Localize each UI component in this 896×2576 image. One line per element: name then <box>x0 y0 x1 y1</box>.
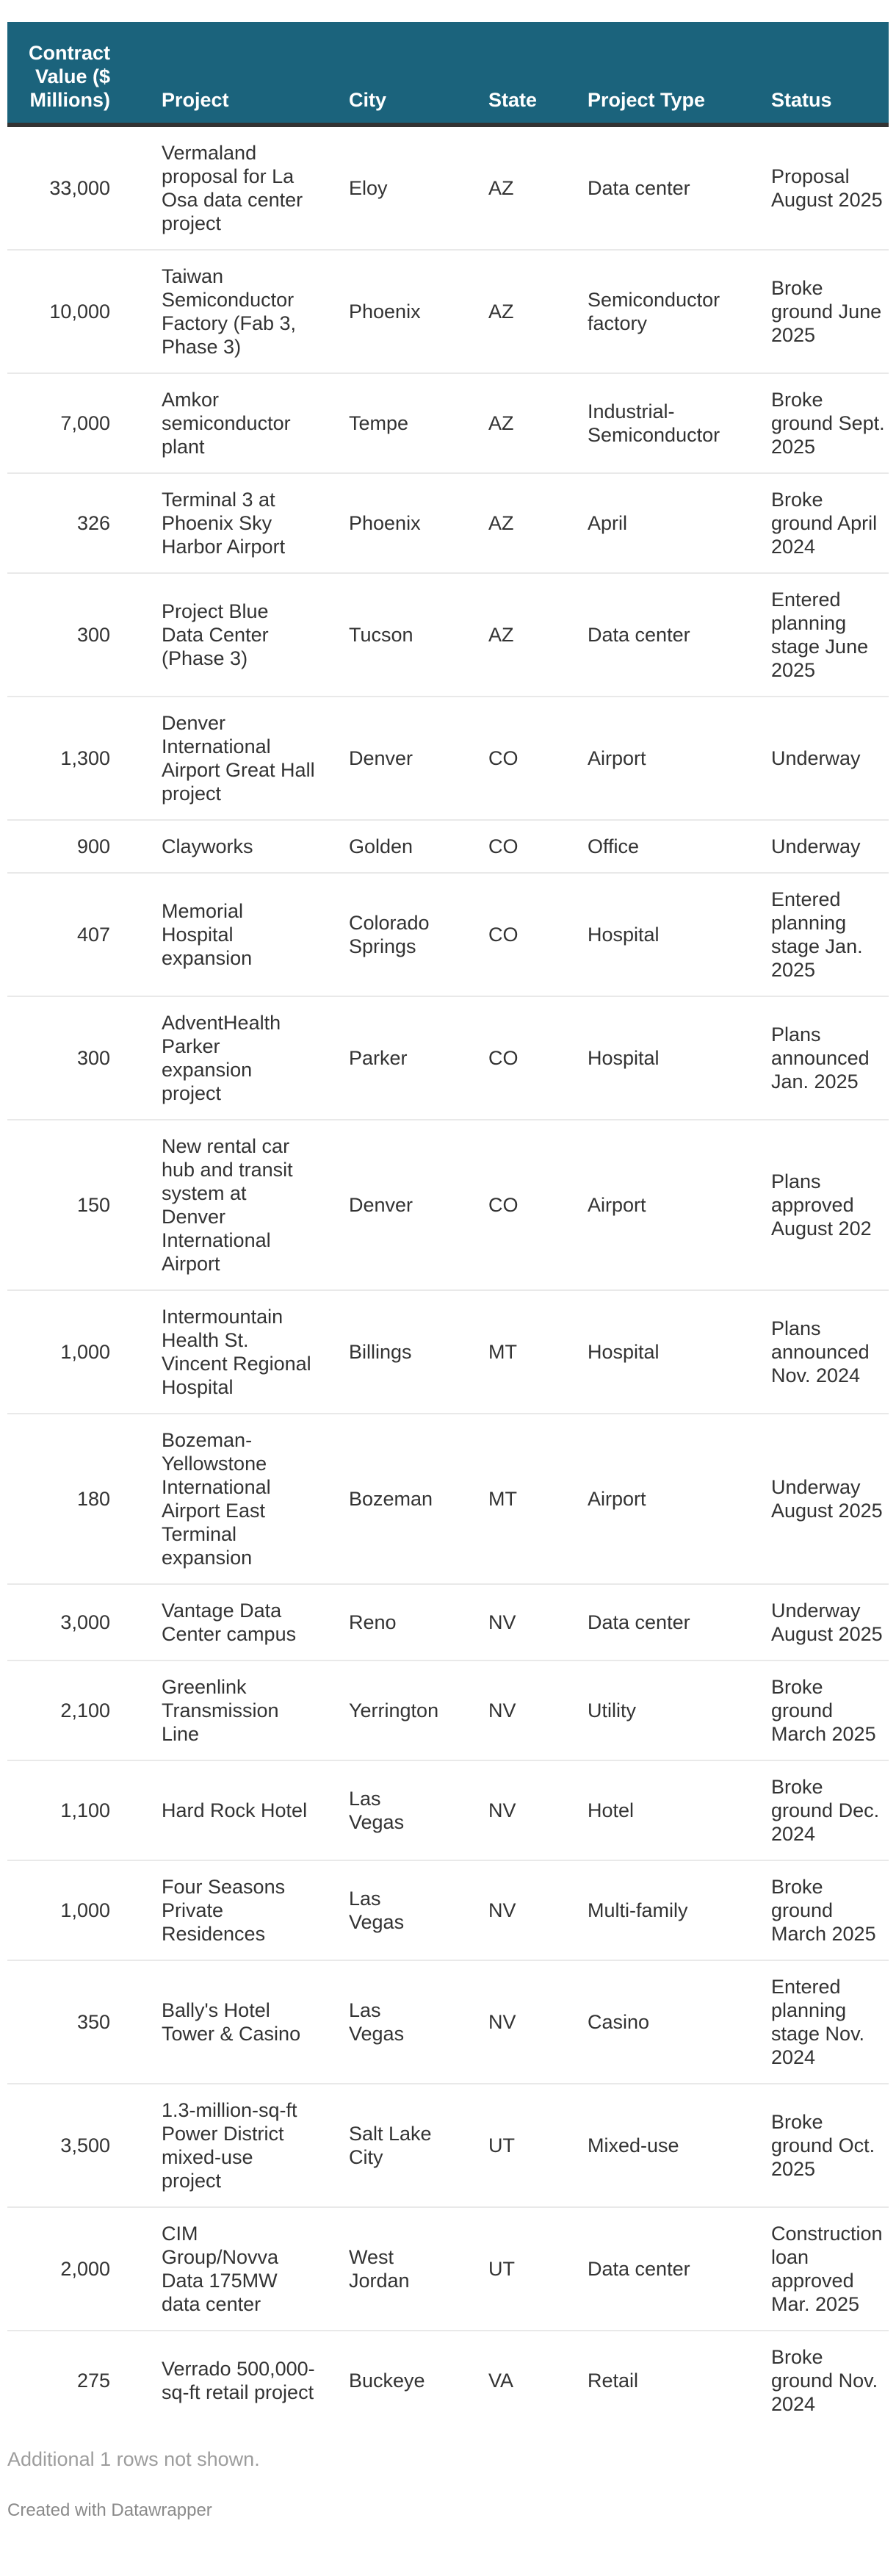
table-cell: Entered planning stage Jan. 2025 <box>753 873 889 996</box>
table-cell: Vantage Data Center campus <box>143 1584 330 1661</box>
table-cell: NV <box>470 1661 569 1760</box>
table-cell: Las Vegas <box>330 1760 470 1860</box>
table-body <box>7 125 889 2430</box>
table-cell: Plans approved August 202 <box>753 1120 889 1290</box>
table-cell: AZ <box>470 250 569 373</box>
table-cell: CO <box>470 697 569 820</box>
table-row <box>7 373 889 473</box>
table-row <box>7 1960 889 2084</box>
table-cell: Data center <box>569 573 753 697</box>
table-cell: Tucson <box>330 573 470 697</box>
table-row <box>7 873 889 996</box>
table-cell: 326 <box>7 473 143 573</box>
table-cell: New rental car hub and transit system at Denver International Airport <box>143 1120 330 1290</box>
table-cell: Office <box>569 820 753 873</box>
table-cell: Tempe <box>330 373 470 473</box>
column-header: State <box>470 22 569 125</box>
table-cell: Taiwan Semiconductor Factory (Fab 3, Phase 3) <box>143 250 330 373</box>
table-cell: Broke ground April 2024 <box>753 473 889 573</box>
table-cell: AZ <box>488 177 514 199</box>
table-cell: Verrado 500,000-sq-ft retail project <box>143 2331 330 2430</box>
column-header: Status <box>753 22 889 125</box>
table-cell: 275 <box>7 2331 143 2430</box>
table-cell: UT <box>470 2207 569 2331</box>
table-cell: Las Vegas <box>330 1960 470 2084</box>
table-row <box>7 1120 889 1290</box>
table-cell: Denver <box>330 697 470 820</box>
table-cell: 1,100 <box>7 1760 143 1860</box>
table-row <box>7 1661 889 1760</box>
table-cell: CO <box>470 820 569 873</box>
table-cell: Mixed-use <box>569 2084 753 2207</box>
table-cell: 1.3-million-sq-ft Power District mixed-use project <box>143 2084 330 2207</box>
table-cell: Hospital <box>569 996 753 1120</box>
table-cell: 2,000 <box>7 2207 143 2331</box>
table-cell: Data center <box>569 1584 753 1661</box>
table-row <box>7 996 889 1120</box>
table-cell: Broke ground Nov. 2024 <box>753 2331 889 2430</box>
table-cell: Broke ground Dec. 2024 <box>753 1760 889 1860</box>
table-cell: 1,300 <box>7 697 143 820</box>
table-cell: Phoenix <box>330 250 470 373</box>
table-cell: Bozeman-Yellowstone International Airport East Terminal expansion <box>143 1414 330 1584</box>
table-row <box>7 2331 889 2430</box>
table-cell: Data center <box>569 2207 753 2331</box>
table-cell: Underway <box>753 820 889 873</box>
table-cell: Airport <box>569 1120 753 1290</box>
table-cell: Terminal 3 at Phoenix Sky Harbor Airport <box>143 473 330 573</box>
table-row <box>7 473 889 573</box>
table-cell: Eloy <box>349 177 388 199</box>
table-cell: Casino <box>569 1960 753 2084</box>
table-cell: UT <box>470 2084 569 2207</box>
table-cell: CO <box>470 873 569 996</box>
column-header: Contract Value ($ Millions) <box>7 22 143 125</box>
table-cell: Project Blue Data Center (Phase 3) <box>143 573 330 697</box>
table-cell: 350 <box>7 1960 143 2084</box>
table-cell: Utility <box>569 1661 753 1760</box>
table-row <box>7 1860 889 1960</box>
table-cell: 33,000 <box>49 177 110 199</box>
table-cell: 180 <box>7 1414 143 1584</box>
table-cell: Reno <box>330 1584 470 1661</box>
table-cell: Hospital <box>569 1290 753 1414</box>
table-cell: Memorial Hospital expansion <box>143 873 330 996</box>
table-cell: Parker <box>330 996 470 1120</box>
table-cell: NV <box>470 1760 569 1860</box>
table-cell: VA <box>470 2331 569 2430</box>
table-row <box>7 250 889 373</box>
table-cell: April <box>569 473 753 573</box>
table-cell: Broke ground March 2025 <box>753 1860 889 1960</box>
table-cell: Underway <box>753 697 889 820</box>
table-row <box>7 1414 889 1584</box>
table-cell: Golden <box>330 820 470 873</box>
table-cell: CIM Group/Novva Data 175MW data center <box>143 2207 330 2331</box>
table-row <box>7 2207 889 2331</box>
table-cell: Billings <box>330 1290 470 1414</box>
table-cell: Plans announced Jan. 2025 <box>753 996 889 1120</box>
table-row <box>7 2084 889 2207</box>
table-cell: West Jordan <box>330 2207 470 2331</box>
table-cell: Bozeman <box>330 1414 470 1584</box>
table-cell: Underway August 2025 <box>753 1414 889 1584</box>
datawrapper-credit-link[interactable]: Created with Datawrapper <box>7 2500 212 2520</box>
rows-not-shown-note: Additional 1 rows not shown. <box>7 2448 260 2470</box>
table-cell: Broke ground Sept. 2025 <box>753 373 889 473</box>
table-cell: 3,500 <box>7 2084 143 2207</box>
column-header: Project <box>143 22 330 125</box>
table-cell: Colorado Springs <box>330 873 470 996</box>
table-row <box>7 1584 889 1661</box>
table-cell: CO <box>470 1120 569 1290</box>
table-cell: Broke ground Oct. 2025 <box>753 2084 889 2207</box>
table-cell: Vermaland proposal for La Osa data center project <box>162 142 303 234</box>
table-cell: MT <box>470 1414 569 1584</box>
table-cell: AZ <box>470 573 569 697</box>
table-cell: 2,100 <box>7 1661 143 1760</box>
table-row <box>7 697 889 820</box>
table-cell: Bally's Hotel Tower & Casino <box>143 1960 330 2084</box>
table-row <box>7 1760 889 1860</box>
table-cell: Retail <box>569 2331 753 2430</box>
table-cell: 900 <box>7 820 143 873</box>
table-cell: AZ <box>470 373 569 473</box>
table-cell: NV <box>470 1584 569 1661</box>
table-cell: Denver International Airport Great Hall project <box>143 697 330 820</box>
table-cell: Airport <box>569 697 753 820</box>
table-cell: Denver <box>330 1120 470 1290</box>
table-cell: Intermountain Health St. Vincent Regional Hospital <box>143 1290 330 1414</box>
table-cell: AdventHealth Parker expansion project <box>143 996 330 1120</box>
column-header: City <box>330 22 470 125</box>
table-cell: NV <box>470 1960 569 2084</box>
table-cell: 1,000 <box>7 1860 143 1960</box>
table-cell: Proposal August 2025 <box>771 165 883 211</box>
table-cell: 10,000 <box>7 250 143 373</box>
table-cell: Multi-family <box>569 1860 753 1960</box>
table-cell: Data center <box>588 177 690 199</box>
table-cell: Las Vegas <box>330 1860 470 1960</box>
table-header-row <box>7 22 889 125</box>
table-cell: Hard Rock Hotel <box>143 1760 330 1860</box>
table-cell: Broke ground June 2025 <box>753 250 889 373</box>
table-cell: Buckeye <box>330 2331 470 2430</box>
table-cell: Plans announced Nov. 2024 <box>753 1290 889 1414</box>
table-cell: Salt Lake City <box>330 2084 470 2207</box>
credit-line <box>7 2500 889 2521</box>
table-cell: Clayworks <box>143 820 330 873</box>
table-row <box>7 1290 889 1414</box>
table-cell: Phoenix <box>330 473 470 573</box>
table-cell: Hotel <box>569 1760 753 1860</box>
table-cell: MT <box>470 1290 569 1414</box>
table-cell: Amkor semiconductor plant <box>143 373 330 473</box>
projects-table <box>7 22 889 2430</box>
table-cell: Semiconductor factory <box>569 250 753 373</box>
table-cell: Underway August 2025 <box>753 1584 889 1661</box>
table-cell: NV <box>470 1860 569 1960</box>
table-cell: 300 <box>7 996 143 1120</box>
table-header <box>7 22 889 125</box>
table-cell: CO <box>470 996 569 1120</box>
table-cell: 300 <box>7 573 143 697</box>
table-cell: Broke ground March 2025 <box>753 1661 889 1760</box>
table-cell: 1,000 <box>7 1290 143 1414</box>
table-row <box>7 125 889 250</box>
table-cell: AZ <box>470 473 569 573</box>
table-cell: Entered planning stage June 2025 <box>753 573 889 697</box>
table-cell: 3,000 <box>7 1584 143 1661</box>
table-row <box>7 573 889 697</box>
table-cell: Hospital <box>569 873 753 996</box>
table-cell: Yerrington <box>330 1661 470 1760</box>
table-row <box>7 820 889 873</box>
table-cell: Four Seasons Private Residences <box>143 1860 330 1960</box>
table-cell: 150 <box>7 1120 143 1290</box>
table-cell: Greenlink Transmission Line <box>143 1661 330 1760</box>
table-cell: 407 <box>7 873 143 996</box>
table-cell: Airport <box>569 1414 753 1584</box>
table-cell: 7,000 <box>7 373 143 473</box>
table-cell: Entered planning stage Nov. 2024 <box>753 1960 889 2084</box>
table-cell: Industrial-Semiconductor <box>569 373 753 473</box>
column-header: Project Type <box>569 22 753 125</box>
table-cell: Construction loan approved Mar. 2025 <box>753 2207 889 2331</box>
